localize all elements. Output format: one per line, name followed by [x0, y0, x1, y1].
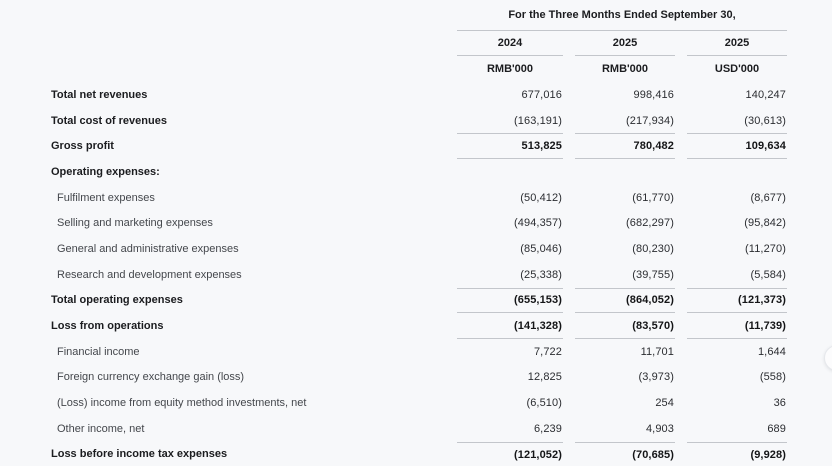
row-label: Foreign currency exchange gain (loss): [57, 371, 245, 384]
row-value: (655,153): [457, 288, 563, 314]
row-label: Gross profit: [51, 140, 114, 153]
row-label: Other income, net: [57, 422, 145, 435]
table-body: [0, 82, 832, 466]
row-value: [575, 159, 675, 185]
table-header-caption-row: [0, 0, 832, 31]
row-label: Selling and marketing expenses: [57, 217, 213, 230]
row-label: Research and development expenses: [57, 268, 242, 281]
row-value: (6,510): [526, 397, 562, 410]
row-value: 689: [767, 422, 786, 435]
row-value: 109,634: [687, 133, 787, 159]
row-value: [457, 159, 563, 185]
row-value: 4,903: [645, 422, 674, 435]
column-unit-rmb-2: RMB'000: [601, 63, 649, 75]
row-value: 513,825: [457, 133, 563, 159]
row-label: Financial income: [57, 345, 140, 358]
column-unit-usd: USD'000: [714, 63, 760, 75]
table-row: [0, 313, 832, 339]
row-value: 7,722: [533, 345, 562, 358]
header-spacer: [0, 0, 445, 31]
row-value: (9,928): [687, 442, 787, 466]
header-spacer: [0, 56, 445, 82]
header-spacer: [0, 31, 445, 56]
row-label: General and administrative expenses: [57, 242, 239, 255]
row-value: (85,046): [520, 242, 562, 255]
table-row: [0, 442, 832, 466]
row-value: 11,701: [640, 345, 674, 358]
table-row: [0, 82, 832, 108]
row-value: (682,297): [626, 217, 674, 230]
table-header-units-row: [0, 56, 832, 82]
row-value: 254: [655, 397, 674, 410]
row-label: Total cost of revenues: [51, 114, 167, 127]
row-value: (141,328): [457, 313, 563, 339]
table-row: [0, 236, 832, 262]
row-value: (70,685): [575, 442, 675, 466]
table-caption: For the Three Months Ended September 30,: [457, 0, 787, 31]
row-value: (95,842): [744, 217, 786, 230]
table-row: [0, 210, 832, 236]
row-value: [687, 159, 787, 185]
row-value: (8,677): [750, 191, 786, 204]
row-value: (5,584): [750, 268, 786, 281]
row-value: 780,482: [575, 133, 675, 159]
row-value: 36: [773, 397, 786, 410]
row-label: Total operating expenses: [51, 294, 183, 307]
table-row: [0, 185, 832, 211]
table-row: [0, 339, 832, 365]
row-value: 998,416: [633, 88, 674, 101]
column-year-2024: 2024: [457, 31, 563, 56]
row-value: (83,570): [575, 313, 675, 339]
row-value: (61,770): [632, 191, 674, 204]
column-year-2025-rmb: 2025: [575, 31, 675, 56]
table-row: [0, 108, 832, 134]
row-value: 677,016: [521, 88, 562, 101]
row-value: (494,357): [514, 217, 562, 230]
table-row: [0, 416, 832, 442]
row-value: (864,052): [575, 288, 675, 314]
row-value: (50,412): [520, 191, 562, 204]
row-value: (80,230): [632, 242, 674, 255]
row-value: (3,973): [638, 371, 674, 384]
table-row: [0, 365, 832, 391]
row-label: (Loss) income from equity method investments, net: [57, 397, 307, 410]
row-value: (121,373): [687, 288, 787, 314]
row-value: (558): [759, 371, 786, 384]
table-row: [0, 288, 832, 314]
table-row: [0, 390, 832, 416]
table-row: [0, 159, 832, 185]
row-label: Fulfilment expenses: [57, 191, 155, 204]
row-value: (121,052): [457, 442, 563, 466]
column-unit-rmb-1: RMB'000: [486, 63, 534, 75]
row-value: (11,270): [745, 242, 786, 255]
row-label: Total net revenues: [51, 88, 148, 101]
row-value: (163,191): [514, 114, 562, 127]
row-value: (217,934): [626, 114, 674, 127]
row-label: Operating expenses:: [51, 165, 160, 178]
row-value: (25,338): [520, 268, 562, 281]
table-row: [0, 262, 832, 288]
table-header-years-row: [0, 31, 832, 56]
row-value: 6,239: [533, 422, 562, 435]
row-value: (30,613): [744, 114, 786, 127]
row-label: Loss from operations: [51, 320, 164, 333]
row-value: (11,739): [687, 313, 787, 339]
table-row: [0, 133, 832, 159]
row-value: 12,825: [527, 371, 562, 384]
row-value: 1,644: [757, 345, 786, 358]
row-value: 140,247: [745, 88, 786, 101]
row-label: Loss before income tax expenses: [51, 448, 228, 461]
row-value: (39,755): [632, 268, 674, 281]
column-year-2025-usd: 2025: [687, 31, 787, 56]
